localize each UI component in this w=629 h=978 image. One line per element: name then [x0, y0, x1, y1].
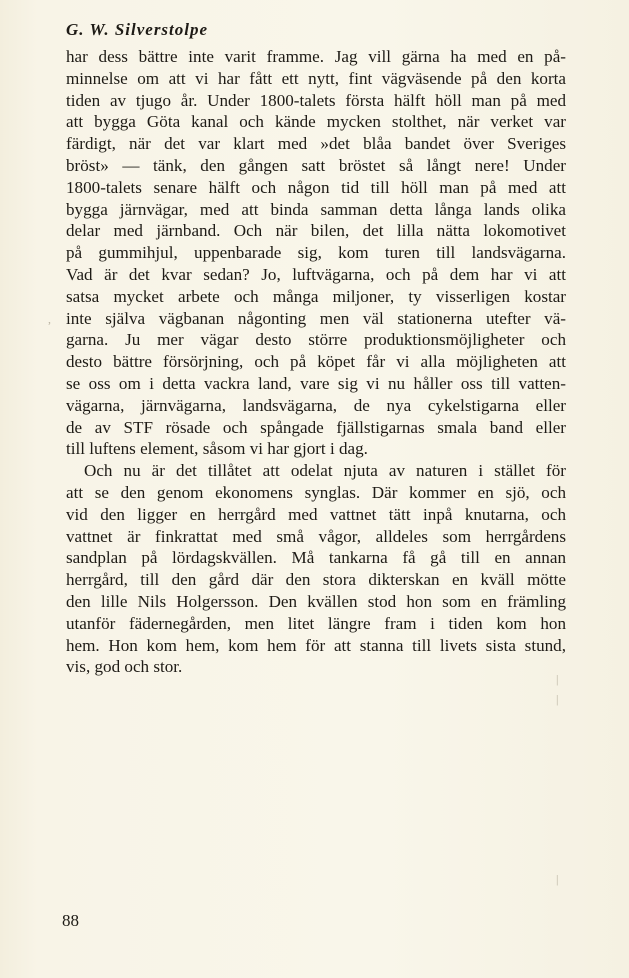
text-line: att bygga Göta kanal och kände mycken stolthet, när verket var — [66, 112, 566, 132]
text-line: desto bättre försörjning, och på köpet får vi alla möjligheten att — [66, 352, 566, 372]
text-line: utanför fädernegården, men litet längre fram i tiden kom hon — [66, 613, 566, 633]
text-line: hem. Hon kom hem, kom hem för att stanna till livets sista stund, — [66, 635, 566, 655]
text-line: minnelse om att vi har fått ett nytt, fint vägväsende på den korta — [66, 68, 566, 88]
text-line: till luftens element, såsom vi har gjort i dag. — [66, 439, 368, 459]
page-number: 88 — [62, 911, 79, 930]
text-line: färdigt, när det var klart med »det blåa bandet över Sveriges — [66, 134, 566, 154]
text-line: 1800-talets senare hälft och någon tid till höll man på med att — [66, 177, 566, 197]
margin-mark: | — [556, 672, 559, 686]
text-line: Vad är det kvar sedan? Jo, luftvägarna, och på dem har vi att — [66, 264, 566, 284]
text-line: inte själva vägbanan någonting men väl stationerna utefter vä- — [66, 308, 566, 328]
text-line: bygga järnvägar, med att binda samman detta långa lands olika — [66, 199, 566, 219]
text-line: att se den genom ekonomens synglas. Där kommer en sjö, och — [66, 482, 566, 502]
text-line: herrgård, till den gård där den stora dikterskan en kväll mötte — [66, 570, 566, 590]
text-line: sandplan på lördagskvällen. Må tankarna få gå till en annan — [66, 548, 566, 568]
text-line: garna. Ju mer vägar desto större produktionsmöjligheter och — [66, 330, 566, 350]
text-line: på gummihjul, uppenbarade sig, kom turen till landsvägarna. — [66, 243, 566, 263]
body-text — [66, 46, 566, 678]
margin-mark: | — [556, 872, 559, 886]
paragraph-1 — [66, 46, 566, 460]
text-line: Och nu är det tillåtet att odelat njuta av naturen i stället för — [84, 461, 566, 481]
margin-mark: , — [48, 312, 51, 326]
text-line: den lille Nils Holgersson. Den kvällen stod hon som en främling — [66, 591, 566, 611]
text-line: satsa mycket arbete och många miljoner, ty visserligen kostar — [66, 286, 566, 306]
paragraph-2 — [66, 460, 566, 678]
margin-mark: | — [556, 692, 559, 706]
text-line: vägarna, järnvägarna, landsvägarna, de nya cykelstigarna eller — [66, 395, 566, 415]
text-line: tiden av tjugo år. Under 1800-talets första hälft höll man på med — [66, 90, 566, 110]
text-line: delar med järnband. Och när bilen, det lilla nätta lokomotivet — [66, 221, 566, 241]
running-head: G. W. Silverstolpe — [66, 20, 209, 39]
text-line: de av STF rösade och spångade fjällstigarnas smala band eller — [66, 417, 566, 437]
text-line: vattnet är finkrattat med små vågor, alldeles som herrgårdens — [66, 526, 566, 546]
text-line: har dess bättre inte varit framme. Jag vill gärna ha med en på- — [66, 47, 566, 66]
text-line: vid den ligger en herrgård med vattnet tätt inpå knutarna, och — [66, 504, 566, 524]
text-line: bröst» — tänk, den gången satt bröstet så långt nere! Under — [66, 155, 566, 175]
text-line: se oss om i detta vackra land, vare sig vi nu håller oss till vatten- — [66, 373, 566, 393]
text-line: vis, god och stor. — [66, 657, 183, 677]
